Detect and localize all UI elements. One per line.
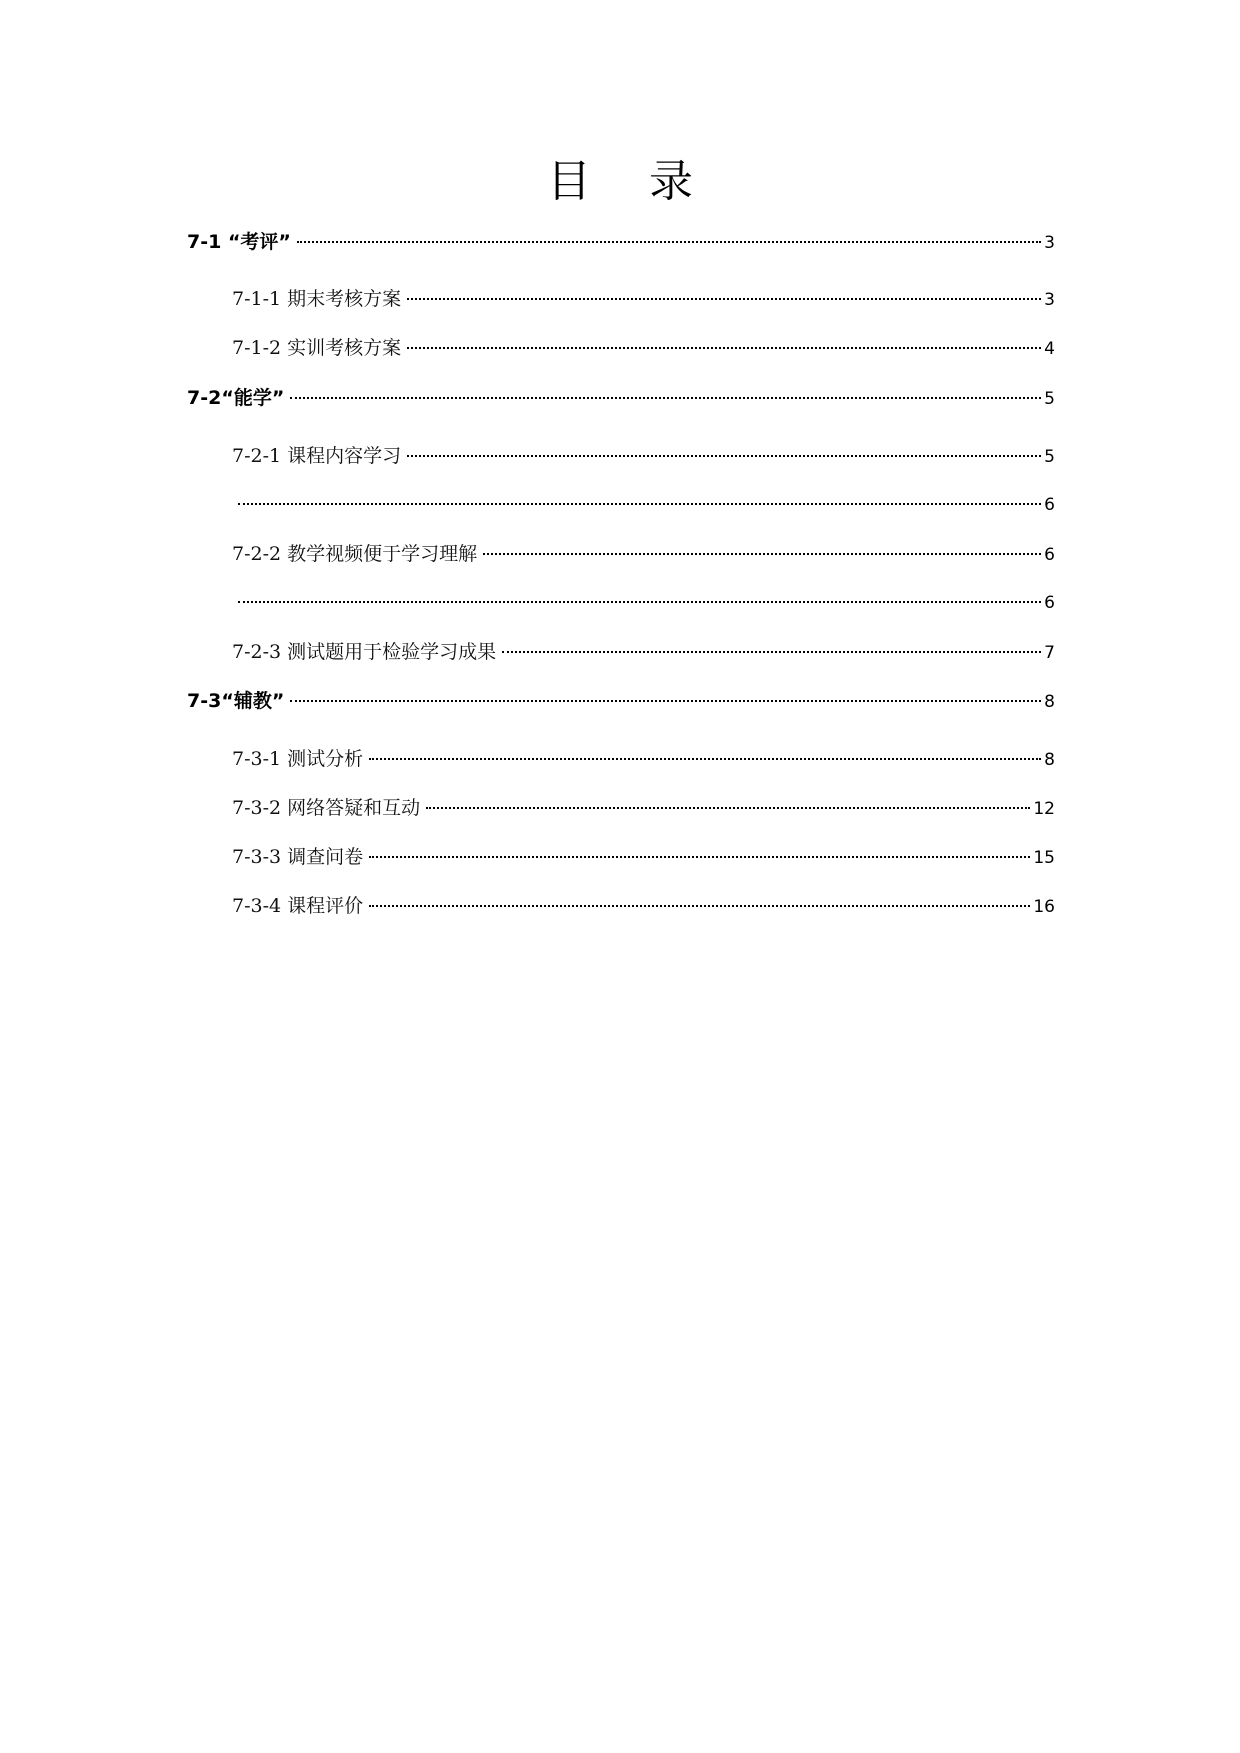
toc-page-number: 12 [1033,799,1055,819]
toc-page-number: 5 [1044,447,1055,467]
dot-leader [483,553,1041,555]
toc-entry-label: 7-3-1 测试分析 [232,748,364,770]
toc-page-number: 16 [1033,897,1055,917]
toc-entry-label: 7-2-2 教学视频便于学习理解 [232,543,478,565]
toc-entry-7-2[interactable] [187,383,1055,413]
dot-leader [407,298,1041,300]
toc-entry-label: 7-3-3 调查问卷 [232,846,364,868]
toc-page-number: 4 [1044,339,1055,359]
toc-entry-7-1-1[interactable] [232,284,1055,314]
toc-entry-label: 7-1 “考评” [187,231,291,253]
toc-page-number: 8 [1044,750,1055,770]
toc-entry-7-3-4[interactable] [232,891,1055,921]
dot-leader [502,651,1041,653]
toc-entry-7-3-1[interactable] [232,744,1055,774]
toc-entry-unlabeled-2[interactable] [232,588,1055,618]
toc-entry-label: 7-2-1 课程内容学习 [232,445,402,467]
toc-page-number: 3 [1044,290,1055,310]
toc-page-number: 5 [1044,389,1055,409]
toc-entry-7-1[interactable] [187,227,1055,257]
toc-entry-unlabeled-1[interactable] [232,490,1055,520]
dot-leader [369,758,1041,760]
dot-leader [407,455,1041,457]
toc-entry-7-3-3[interactable] [232,842,1055,872]
toc-page-number: 7 [1044,643,1055,663]
toc-title: 目 录 [547,156,715,207]
dot-leader [238,601,1041,603]
dot-leader [238,503,1041,505]
toc-page-number: 8 [1044,692,1055,712]
toc-entry-label: 7-3“辅教” [187,690,285,712]
toc-entry-7-2-3[interactable] [232,637,1055,667]
toc-page-number: 6 [1044,545,1055,565]
toc-entry-label: 7-2“能学” [187,387,285,409]
toc-page-number: 3 [1044,233,1055,253]
toc-entry-label: 7-3-4 课程评价 [232,895,364,917]
dot-leader [290,397,1041,399]
toc-entry-7-1-2[interactable] [232,333,1055,363]
toc-entry-label: 7-3-2 网络答疑和互动 [232,797,421,819]
dot-leader [426,807,1030,809]
dot-leader [369,856,1030,858]
toc-entry-7-3-2[interactable] [232,793,1055,823]
toc-entry-7-2-1[interactable] [232,441,1055,471]
dot-leader [369,905,1030,907]
toc-entry-label: 7-1-2 实训考核方案 [232,337,402,359]
dot-leader [297,241,1041,243]
dot-leader [407,347,1041,349]
toc-page-number: 6 [1044,495,1055,515]
toc-page-number: 6 [1044,593,1055,613]
toc-entry-7-3[interactable] [187,686,1055,716]
toc-entry-7-2-2[interactable] [232,539,1055,569]
toc-entry-label: 7-1-1 期末考核方案 [232,288,402,310]
toc-page-number: 15 [1033,848,1055,868]
toc-entry-label: 7-2-3 测试题用于检验学习成果 [232,641,497,663]
dot-leader [290,700,1041,702]
